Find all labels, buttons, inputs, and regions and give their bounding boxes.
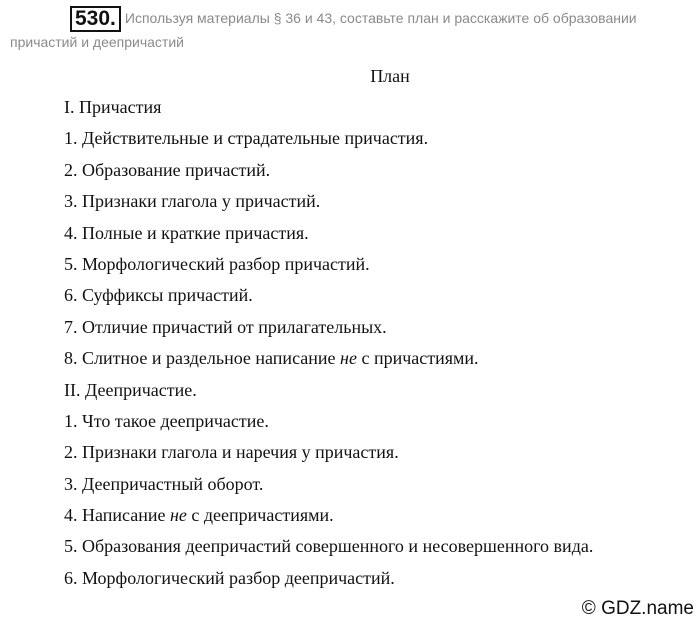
plan-list — [64, 95, 593, 597]
exercise-header — [10, 6, 690, 52]
plan-item: 3. Признаки глагола у причастий. — [64, 191, 321, 212]
plan-item: 6. Морфологический разбор деепричастий. — [64, 567, 395, 588]
gdz-watermark: © GDZ.name — [581, 598, 694, 619]
exercise-instruction: Используя материалы § 36 и 43, составьте план и расскажите об образовании причастий и деепричастий — [10, 10, 637, 50]
plan-item: 4. Написание не с деепричастиями. — [64, 505, 334, 526]
plan-item: 6. Суффиксы причастий. — [64, 285, 253, 306]
plan-item: 3. Деепричастный оборот. — [64, 473, 264, 494]
plan-title: План — [370, 66, 410, 86]
plan-item: 5. Морфологический разбор причастий. — [64, 253, 370, 274]
exercise-number: 530. — [70, 6, 121, 32]
plan-item: 1. Действительные и страдательные причастия. — [64, 128, 429, 149]
plan-item: II. Деепричастие. — [64, 379, 197, 400]
plan-item: 5. Образования деепричастий совершенного и несовершенного вида. — [64, 536, 594, 557]
plan-item: 8. Слитное и раздельное написание не с причастиями. — [64, 348, 479, 369]
plan-item: 1. Что такое деепричастие. — [64, 410, 269, 431]
plan-item: 7. Отличие причастий от прилагательных. — [64, 316, 387, 337]
plan-item: 2. Образование причастий. — [64, 159, 271, 180]
plan-item: 2. Признаки глагола и наречия у причастия. — [64, 442, 399, 463]
plan-item: 4. Полные и краткие причастия. — [64, 222, 309, 243]
plan-item: I. Причастия — [64, 97, 162, 117]
